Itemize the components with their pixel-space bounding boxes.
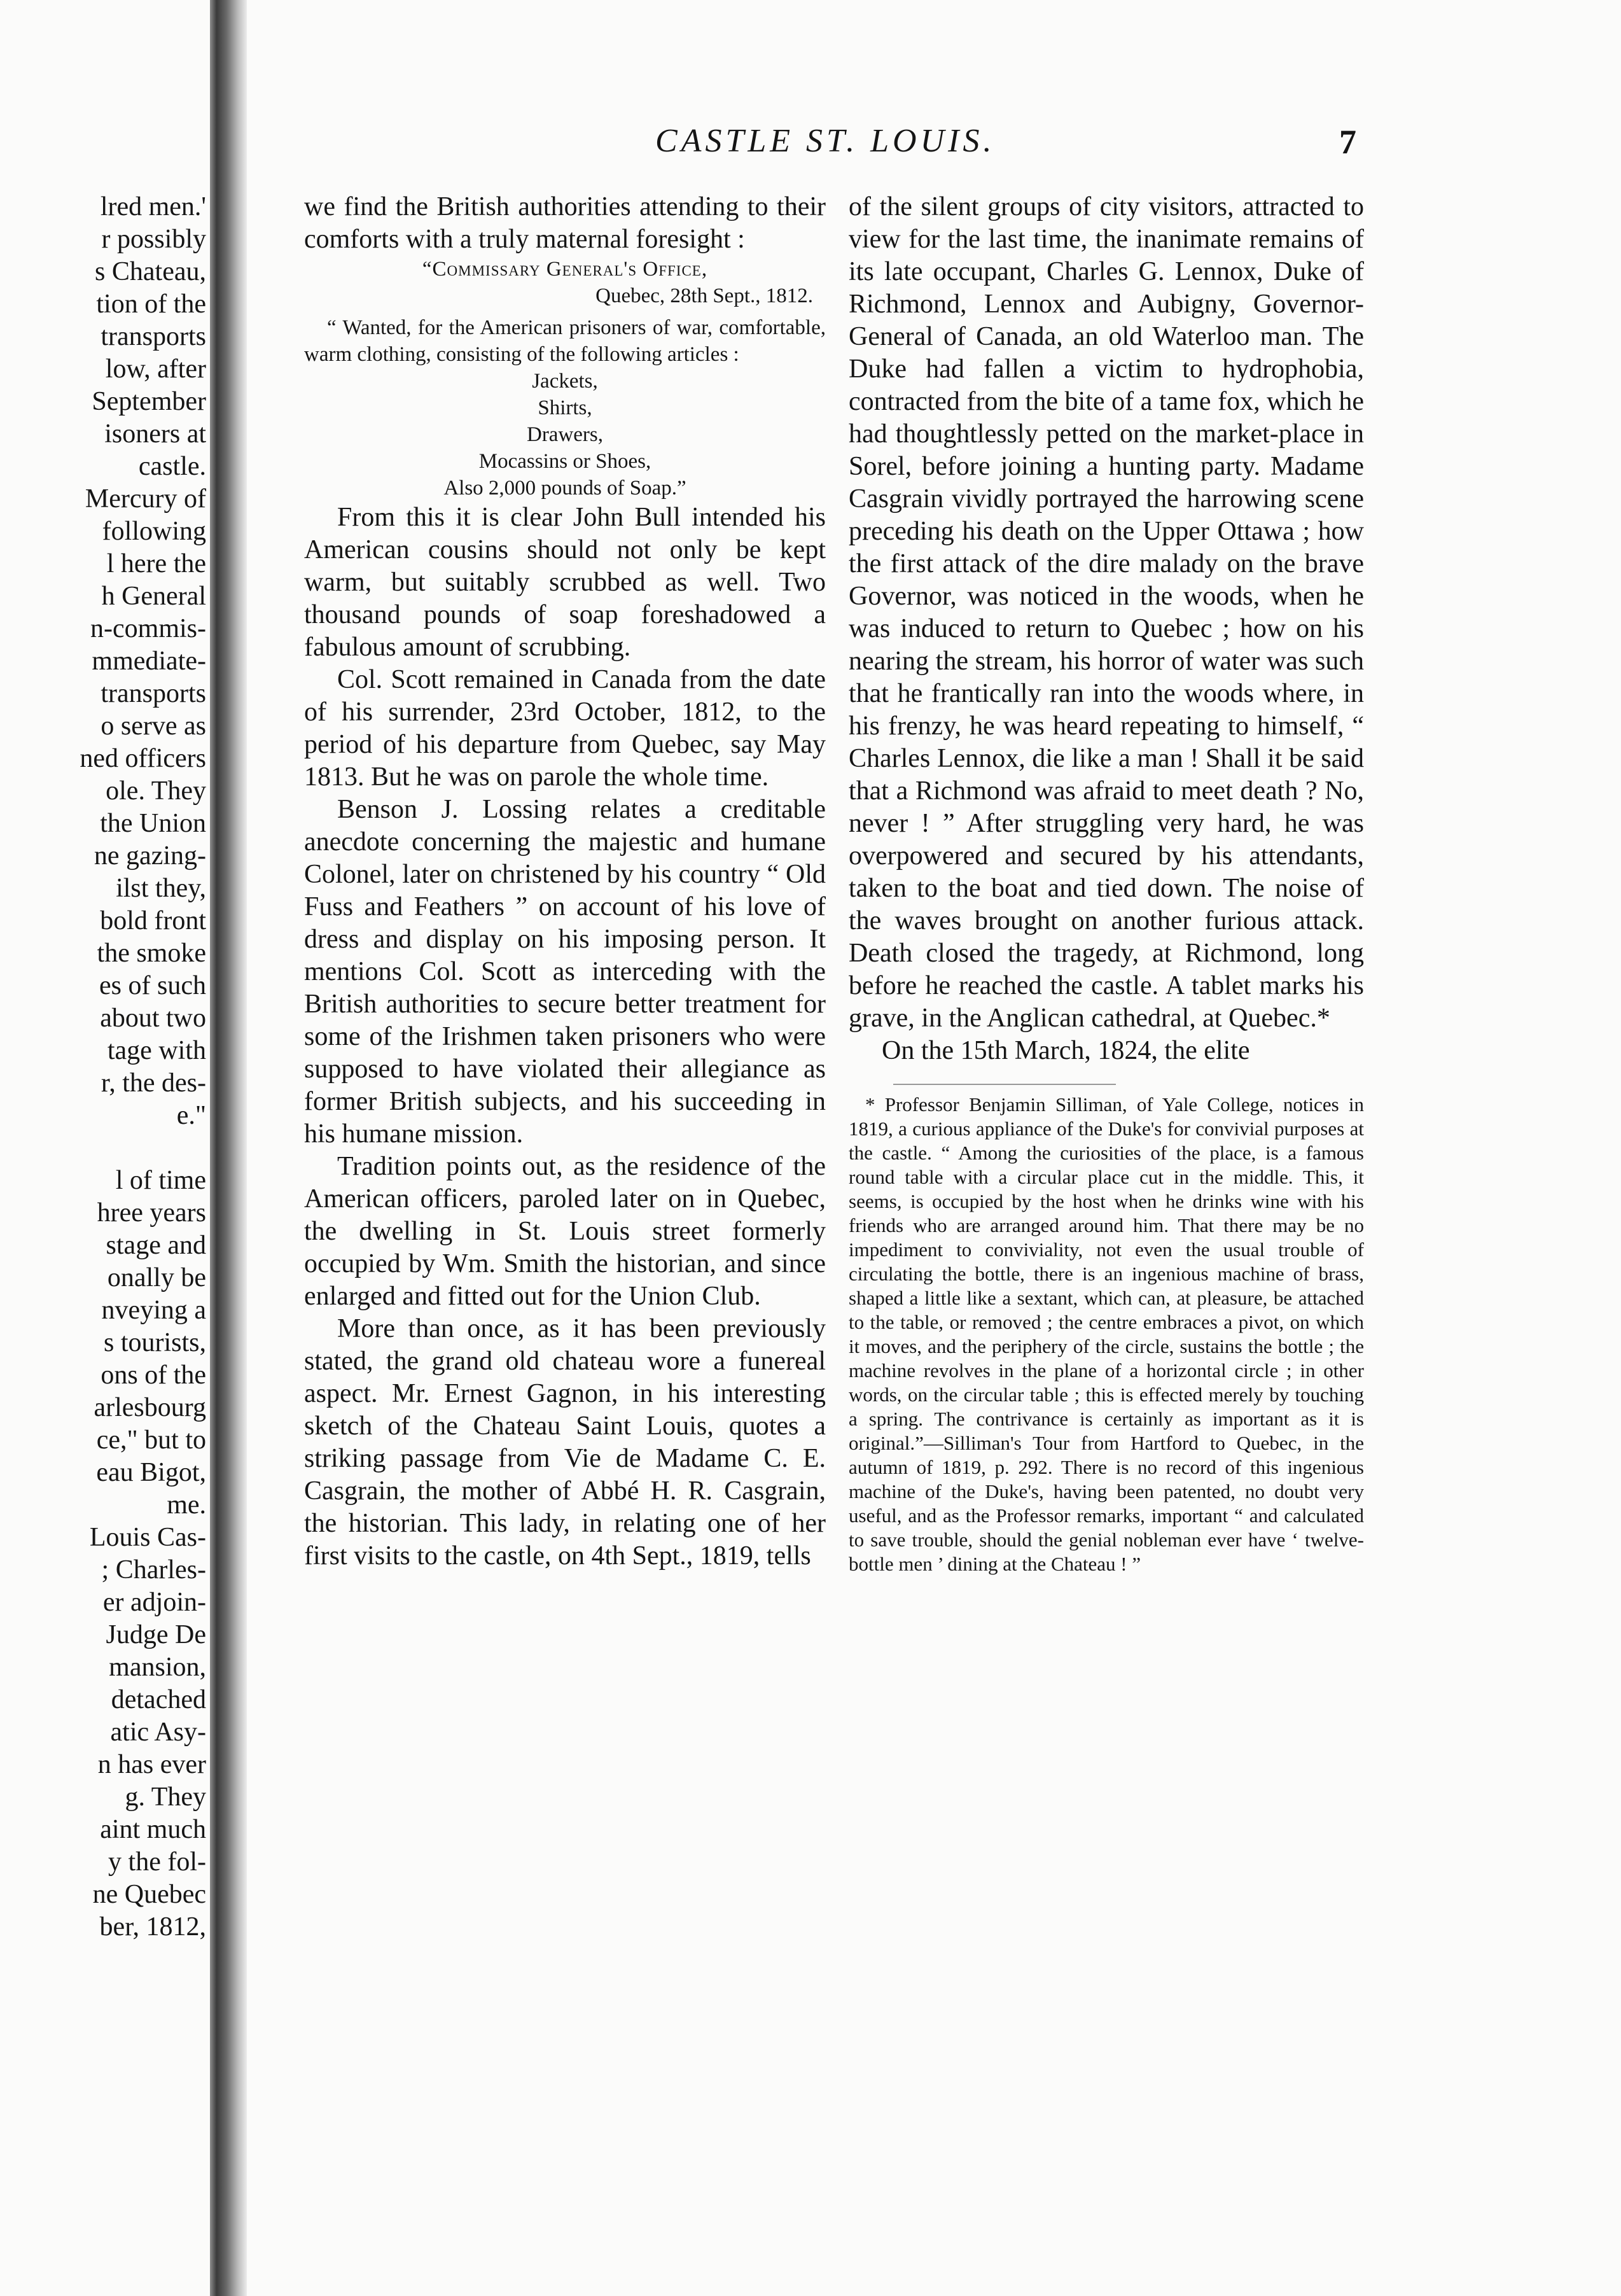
facing-page-line: bold front [100, 906, 206, 935]
facing-page-line: l here the [106, 549, 206, 578]
facing-page-line: isoners at [104, 419, 206, 449]
facing-page-line: ole. They [106, 776, 206, 806]
facing-page-line: es of such [99, 971, 206, 1000]
facing-page-line: onally be [107, 1263, 206, 1292]
facing-page-line: l of time [115, 1166, 206, 1195]
notice-item: Jackets, [532, 370, 598, 393]
facing-page-line: mmediate- [92, 647, 206, 676]
facing-page-line: Louis Cas- [89, 1523, 206, 1552]
facing-page-line: me. [167, 1490, 206, 1520]
footnote-divider [893, 1084, 1116, 1085]
paragraph: More than once, as it has been previously stated, the grand old chateau wore a funereal aspect. Mr. Ernest Gagnon, in his interesting sketch of the Chateau Saint Louis, quotes a striking passage from Vie de Madame C. E. Casgrain, the mother of Abbé H. R. Casgrain, the historian. This lady, in relating one of her first visits to the castle, on 4th Sept., 1819, tells [304, 1314, 826, 1571]
facing-page-line: ce," but to [96, 1425, 206, 1455]
book-gutter [210, 0, 247, 2296]
facing-page-line: Mercury of [85, 484, 206, 514]
facing-page-line: eau Bigot, [96, 1458, 206, 1487]
facing-page-line: aint much [100, 1815, 206, 1844]
notice-item: Mocassins or Shoes, [478, 450, 651, 473]
facing-page-line: n has ever [97, 1750, 206, 1779]
facing-page-line: atic Asy- [110, 1718, 206, 1747]
facing-page-line: mansion, [109, 1653, 206, 1682]
facing-page-line: lred men.' [100, 192, 206, 221]
facing-page-line: e." [176, 1101, 206, 1130]
facing-page-line: er adjoin- [102, 1588, 206, 1617]
paragraph: Tradition points out, as the residence of the American officers, paroled later on in Quebec, the dwelling in St. Louis street formerly occupied by Wm. Smith the historian, and since enlarged and fitted out for the Union Club. [304, 1152, 826, 1311]
paragraph: On the 15th March, 1824, the elite [882, 1036, 1250, 1065]
facing-page-line: ; Charles- [101, 1555, 206, 1585]
facing-page-line: s Chateau, [95, 257, 206, 286]
paragraph: Benson J. Lossing relates a creditable anecdote concerning the majestic and humane Colonel, later on christened by his country “ Old Fuss and Feathers ” on account of his love of dress and display on his imposing person. It mentions Col. Scott as interceding with the British authorities to secure better treatment for some of the Irishmen taken prisoners who were supposed to have violated their allegiance as former British subjects, and his succeeding in his humane mission. [304, 795, 826, 1149]
facing-page-line: ber, 1812, [99, 1912, 206, 1942]
notice-item: Also 2,000 pounds of Soap.” [443, 477, 686, 500]
quoted-notice [304, 256, 826, 501]
facing-page-line: transports [101, 679, 206, 708]
facing-page-line: h General [101, 582, 206, 611]
running-title: CASTLE ST. LOUIS. [655, 123, 996, 159]
facing-page-line: r, the des- [101, 1068, 206, 1098]
notice-item: Drawers, [526, 423, 604, 446]
facing-page-line: ons of the [101, 1361, 206, 1390]
notice-body: “ Wanted, for the American prisoners of war, comfortable, warm clothing, consisting of the following articles : [304, 316, 826, 366]
facing-page-line: transports [101, 322, 206, 351]
facing-page-line: following [102, 517, 206, 546]
facing-page-line: the smoke [97, 939, 206, 968]
facing-page-fragment [0, 0, 210, 2296]
facing-page-line: y the fol- [108, 1847, 206, 1877]
facing-page-line: arlesbourg [94, 1393, 206, 1422]
facing-page-line: September [92, 387, 206, 416]
notice-heading: “Commissary General's Office, [422, 258, 708, 281]
notice-item: Shirts, [538, 396, 592, 419]
page-number: 7 [1339, 123, 1356, 161]
facing-page-line: nveying a [101, 1296, 206, 1325]
facing-page-line: ne gazing- [94, 841, 206, 871]
facing-page-line: n-commis- [90, 614, 206, 643]
facing-page-line: the Union [100, 809, 206, 838]
footnote: * Professor Benjamin Silliman, of Yale College, notices in 1819, a curious appliance of the Duke's for convivial purposes at the castle. “ Among the curiosities of the place, is a famous round table with a circular place cut in the middle. This, it seems, is occupied by the host when he drinks wine with his friends who are arranged around him. That there may be no impediment to conviviality, not even the usual trouble of circulating the bottle, there is an ingenious machine of brass, shaped a little like a sextant, which can, at pleasure, be attached to the table, or removed ; the centre embraces a pivot, on which it moves, and the periphery of the circle, sustains the bottle ; the machine revolves in the plane of a horizontal circle ; in other words, on the circular table ; this is effected merely by touching a spring. The contrivance is certainly as important as it is original.”—Silliman's Tour from Hartford to Quebec, in the autumn of 1819, p. 292. There is no record of this ingenious machine of the Duke's, having been patented, no doubt very useful, and as the Professor remarks, important “ and calculated to save trouble, should the genial nobleman ever have ‘ twelve-bottle men ’ dining at the Chateau ! ” [849, 1093, 1364, 1575]
facing-page-line: tage with [107, 1036, 206, 1065]
paragraph: of the silent groups of city visitors, attracted to view for the last time, the inanimate remains of its late occupant, Charles G. Lennox, Duke of Richmond, Lennox and Aubigny, Governor-General of Canada, an old Waterloo man. The Duke had fallen a victim to hydrophobia, contracted from the bite of a tame fox, which he had thoughtlessly petted on the market-place in Sorel, before joining a hunting party. Madame Casgrain vividly portrayed the harrowing scene preceding his death on the Upper Ottawa ; how the first attack of the dire malady on the brave Governor, was noticed in the woods, when he was induced to return to Quebec ; how on his nearing the stream, his horror of water was such that he frantically ran into the woods where, in his frenzy, he was heard repeating to himself, “ Charles Lennox, die like a man ! Shall it be said that a Richmond was afraid to meet death ? No, never ! ” After struggling very hard, he was overpowered and secured by his attendants, taken to the boat and tied down. The noise of the waves brought on another furious attack. Death closed the tragedy, at Richmond, long before he reached the castle. A tablet marks his grave, in the Anglican cathedral, at Quebec.* [849, 192, 1364, 1033]
facing-page-line: r possibly [101, 225, 206, 254]
facing-page-line: ned officers [80, 744, 206, 773]
facing-page-line: g. They [125, 1782, 206, 1812]
facing-page-line: tion of the [96, 290, 206, 319]
paragraph: Col. Scott remained in Canada from the date of his surrender, 23rd October, 1812, to the period of his departure from Quebec, say May 1813. But he was on parole the whole time. [304, 665, 826, 792]
facing-page-line: s tourists, [103, 1328, 206, 1357]
facing-page-line: about two [100, 1004, 206, 1033]
facing-page-line: low, after [105, 354, 206, 384]
facing-page-line: o serve as [101, 711, 206, 741]
facing-page-line: castle. [138, 452, 206, 481]
paragraph: From this it is clear John Bull intended his American cousins should not only be kept warm, but suitably scrubbed as well. Two thousand pounds of soap foreshadowed a fabulous amount of scrubbing. [304, 503, 826, 662]
text-column-left [304, 191, 826, 1572]
facing-page-line: detached [111, 1685, 206, 1714]
facing-page-line: ne Quebec [92, 1880, 206, 1909]
notice-date: Quebec, 28th Sept., 1812. [595, 284, 813, 307]
facing-page-line: Judge De [106, 1620, 206, 1649]
facing-page-line: ilst they, [116, 874, 206, 903]
text-column-right [849, 191, 1364, 1576]
notice-item-list [304, 368, 826, 501]
paragraph: we find the British authorities attending to their comforts with a truly maternal foresight : [304, 192, 826, 254]
facing-page-line: stage and [106, 1231, 206, 1260]
facing-page-line: hree years [97, 1198, 206, 1228]
